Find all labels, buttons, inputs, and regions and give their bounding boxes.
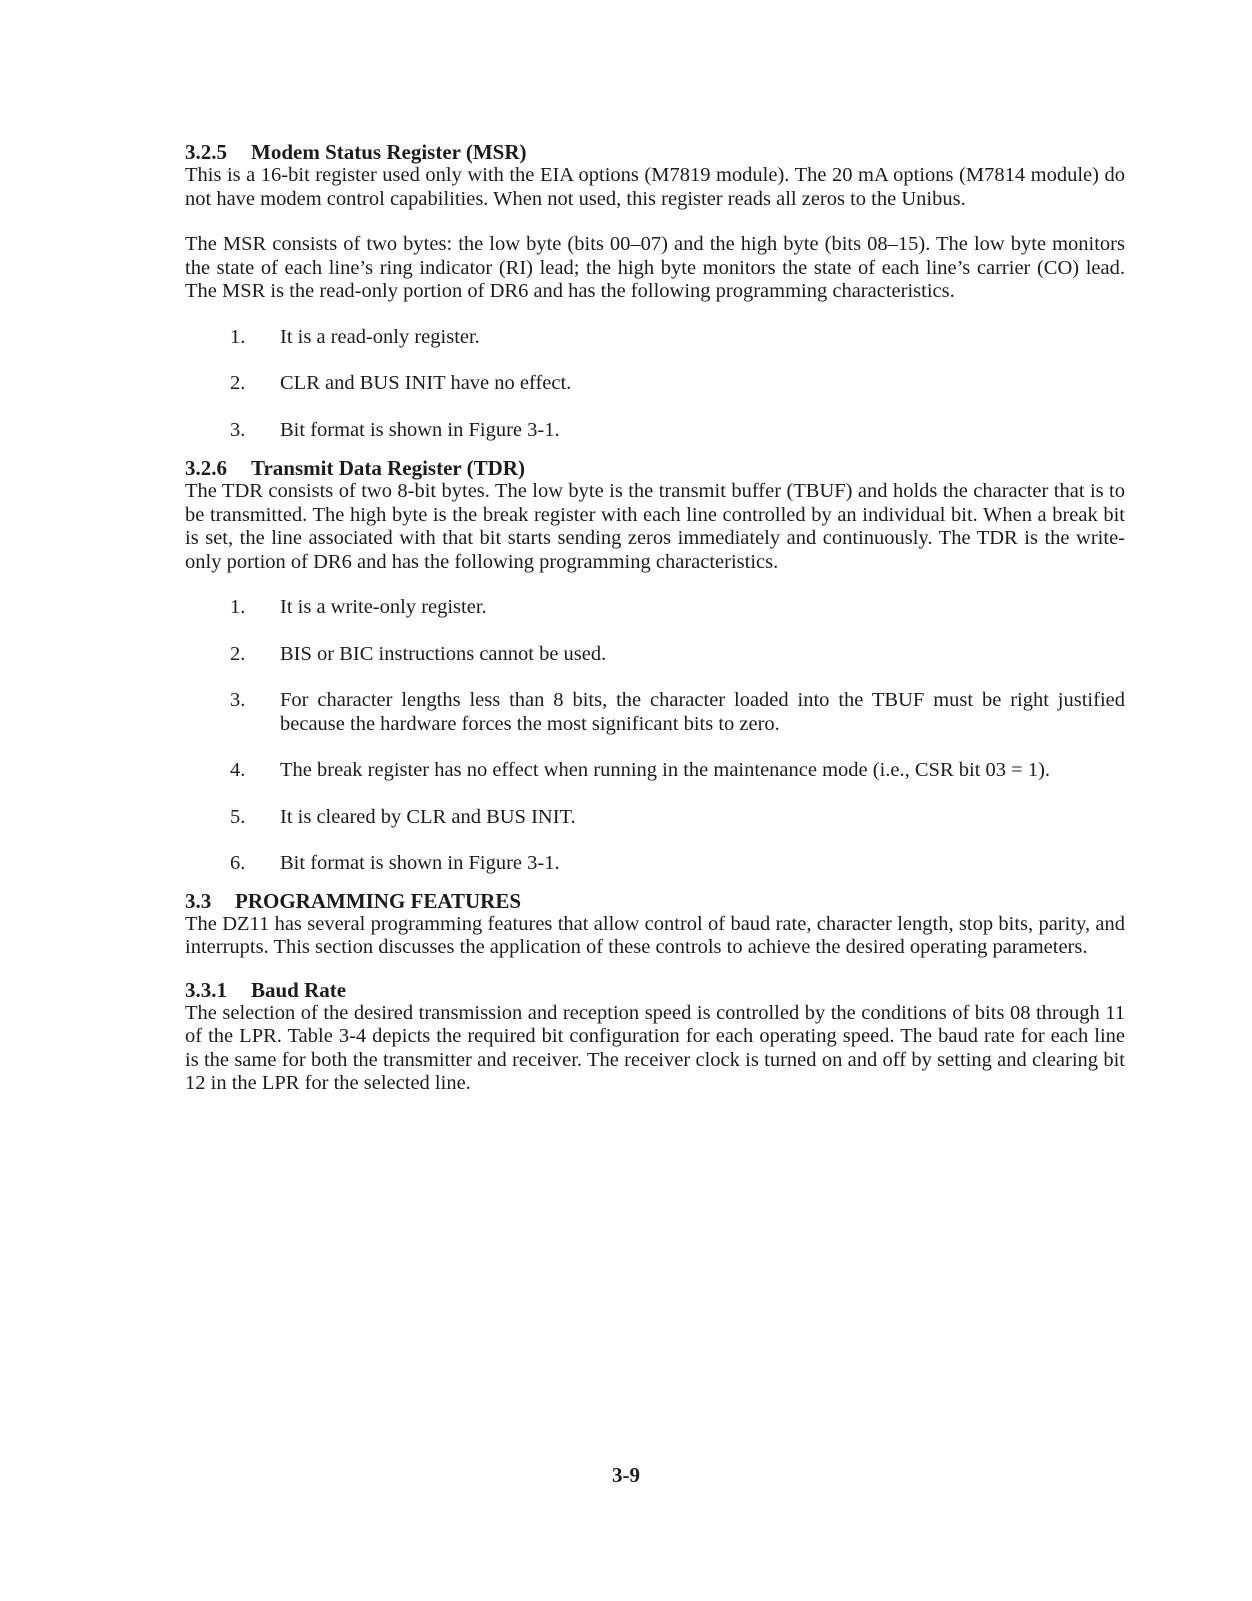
list-item	[185, 596, 1125, 620]
section-heading-3-3	[185, 889, 1125, 913]
list-item-number: 3.	[230, 689, 246, 711]
list-item	[185, 419, 1125, 443]
page-number: 3-9	[612, 1463, 640, 1487]
list-item-number: 5.	[230, 805, 246, 828]
list-item	[185, 689, 1125, 736]
paragraph: The DZ11 has several programming features that allow control of baud rate, character length, stop bits, parity, and interrupts. This section discusses the application of these controls to achieve the desired operating parameters.	[185, 912, 1125, 958]
list-item	[185, 759, 1125, 783]
list-item	[185, 643, 1125, 667]
list-item-number: 4.	[230, 759, 246, 781]
section-title: PROGRAMMING FEATURES	[235, 888, 522, 913]
section-abbreviation: (MSR)	[465, 140, 527, 164]
list-item-text: CLR and BUS INIT have no effect.	[280, 372, 572, 394]
list-item	[185, 326, 1125, 350]
list-item-number: 3.	[230, 418, 246, 441]
section-number: 3.2.5	[185, 140, 227, 164]
numbered-list	[185, 596, 1125, 876]
section-abbreviation: (TDR)	[466, 456, 525, 480]
list-item	[185, 806, 1125, 830]
page-content	[185, 140, 1125, 1096]
list-item-number: 1.	[230, 325, 246, 348]
section-number: 3.2.6	[185, 456, 227, 480]
list-item-text: Bit format is shown in Figure 3-1.	[280, 852, 560, 874]
section-title: Baud Rate	[251, 977, 347, 1002]
list-item-text: It is a read-only register.	[280, 325, 480, 348]
list-item-text: BIS or BIC instructions cannot be used.	[280, 642, 607, 665]
list-item-number: 1.	[230, 596, 246, 618]
section-number: 3.3	[185, 888, 212, 913]
list-item	[185, 852, 1125, 876]
list-item-text: Bit format is shown in Figure 3-1.	[280, 418, 560, 441]
section-title: Modem Status Register	[251, 140, 461, 164]
section-heading-3-2-6	[185, 456, 1125, 480]
numbered-list	[185, 326, 1125, 443]
paragraph: This is a 16-bit register used only with the EIA options (M7819 module). The 20 mA options (M7814 module) do not have modem control capabilities. When not used, this register reads all zeros to the Unibus.	[185, 164, 1125, 210]
list-item-text: For character lengths less than 8 bits, the character loaded into the TBUF must be right justified because the hardware forces the most significant bits to zero.	[280, 689, 1125, 735]
list-item	[185, 372, 1125, 396]
section-number: 3.3.1	[185, 977, 227, 1002]
section-heading-3-2-5	[185, 140, 1125, 164]
list-item-number: 2.	[230, 642, 246, 665]
section-title: Transmit Data Register	[251, 456, 462, 480]
paragraph: The MSR consists of two bytes: the low byte (bits 00–07) and the high byte (bits 08–15). The low byte monitors the state of each line’s ring indicator (RI) lead; the high byte monitors the state of each line’s carrier (CO) lead. The MSR is the read-only portion of DR6 and has the following programming characteristics.	[185, 233, 1125, 302]
list-item-text: It is a write-only register.	[280, 596, 487, 618]
list-item-text: It is cleared by CLR and BUS INIT.	[280, 805, 576, 828]
section-heading-3-3-1	[185, 978, 1125, 1002]
paragraph: The TDR consists of two 8-bit bytes. The low byte is the transmit buffer (TBUF) and holds the character that is to be transmitted. The high byte is the break register with each line controlled by an individual bit. When a break bit is set, the line associated with that bit starts sending zeros immediately and continuously. The TDR is the write-only portion of DR6 and has the following programming characteristics.	[185, 480, 1125, 573]
paragraph: The selection of the desired transmission and reception speed is controlled by the conditions of bits 08 through 11 of the LPR. Table 3-4 depicts the required bit configuration for each operating speed. The baud rate for each line is the same for both the transmitter and receiver. The receiver clock is turned on and off by setting and clearing bit 12 in the LPR for the selected line.	[185, 1001, 1125, 1094]
list-item-number: 2.	[230, 372, 246, 394]
list-item-text: The break register has no effect when running in the maintenance mode (i.e., CSR bit 03 = 1).	[280, 759, 1051, 781]
list-item-number: 6.	[230, 852, 246, 874]
